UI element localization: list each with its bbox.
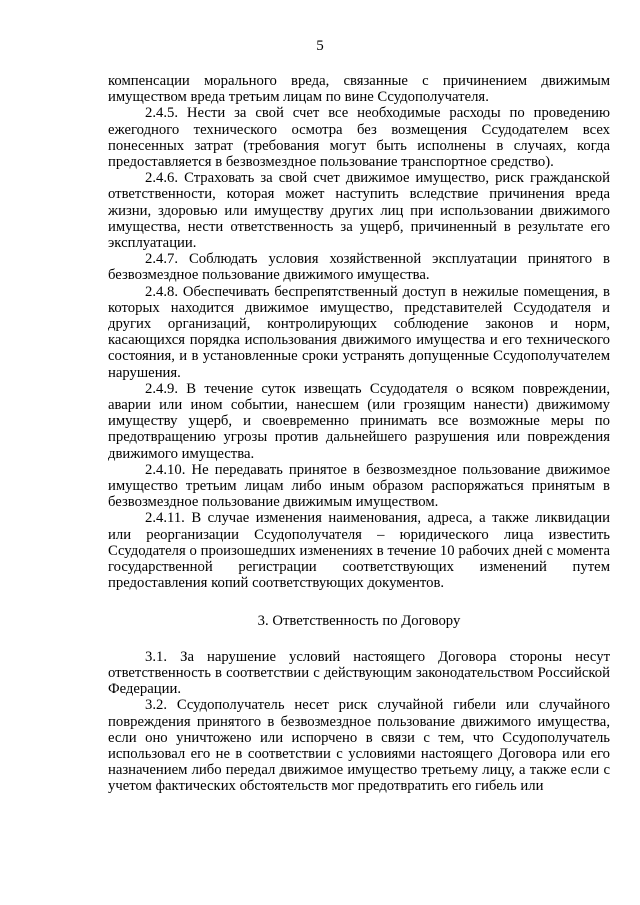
clause-2-4-8: 2.4.8. Обеспечивать беспрепятственный доступ в нежилые помещения, в которых находится движимое имущество, представителей Ссудодателя и других организаций, контролирующих соблюдение законов и норм, касающихся порядка использования движимого имущества и его технического состояния, и в установленные сроки устранять допущенные Ссудополучателем нарушения. — [108, 283, 610, 381]
clause-3-1: 3.1. За нарушение условий настоящего Договора стороны несут ответственность в соответствии с действующим законодательством Российской Федерации. — [108, 648, 610, 698]
section-heading: 3. Ответственность по Договору — [257, 612, 461, 629]
clause-3-2: 3.2. Ссудополучатель несет риск случайной гибели или случайного повреждения принятого в безвозмездное пользование движимого имущества, если оно уничтожено или испорчено в связи с тем, что Ссудополучатель использовал его не в соответствии с условиями настоящего Договора или его назначением либо передал движимое имущество третьему лицу, а также если с учетом фактических обстоятельств мог предотвратить его гибель или — [108, 697, 610, 795]
clause-2-4-10: 2.4.10. Не передавать принятое в безвозмездное пользование движимое имущество третьим лицам либо иным образом распоряжаться принятым в безвозмездное пользование движимым имуществом. — [108, 461, 610, 511]
page-number: 5 — [316, 38, 324, 54]
document-body — [108, 73, 610, 795]
clause-2-4-6: 2.4.6. Страховать за свой счет движимое имущество, риск гражданской ответственности, которая может наступить вследствие причинения вреда жизни, здоровью или имуществу других лиц при использовании движимого имущества, нести ответственность за ущерб, причиненный в результате его эксплуатации. — [108, 170, 610, 252]
clause-2-4-11: 2.4.11. В случае изменения наименования, адреса, а также ликвидации или реорганизации Ссудополучателя – юридического лица известить Ссудодателя о произошедших изменениях в течение 10 рабочих дней с момента государственной регистрации соответствующих изменений путем предоставления копий соответствующих документов. — [108, 510, 610, 592]
clause-2-4-5: 2.4.5. Нести за свой счет все необходимые расходы по проведению ежегодного технического осмотра без возмещения Ссудодателем всех понесенных затрат (требования могут быть исполнены в случаях, когда предоставляется в безвозмездное пользование транспортное средство). — [108, 105, 610, 171]
clause-2-4-7: 2.4.7. Соблюдать условия хозяйственной эксплуатации принятого в безвозмездное пользование движимого имущества. — [108, 251, 610, 284]
paragraph-continuation: компенсации морального вреда, связанные с причинением движимым имуществом вреда третьим лицам по вине Ссудополучателя. — [108, 73, 610, 106]
clause-2-4-9: 2.4.9. В течение суток извещать Ссудодателя о всяком повреждении, аварии или ином событии, нанесшем (или грозящим нанести) движимому имуществу ущерб, и своевременно принимать все возможные меры по предотвращению угрозы против дальнейшего разрушения или повреждения движимого имущества. — [108, 380, 610, 462]
